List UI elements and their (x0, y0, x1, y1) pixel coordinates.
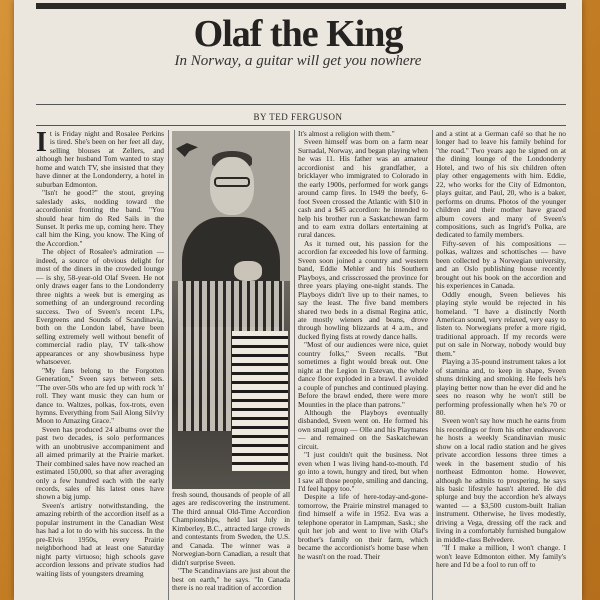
column-rule (168, 130, 169, 600)
top-rule (36, 3, 566, 9)
text-column-4 (436, 130, 566, 600)
paragraph: and a stint at a German café so that he no longer had to leave his family behind for "the road." Two years ago he signed on at the dining lounge of the Londonderry Hotel, and two of his six children often play other engagements with him. Eddie, 22, who works for the City of Edmonton, plays guitar, and Paul, 20, who is a baker, performs on drums. Photos of the younger children and their mother have graced album covers and many of Sveen's compositions, such as Ingrid's Polka, are dedicated to family members. (436, 130, 566, 240)
paragraph: "Most of our audiences were nice, quiet country folks," Sveen recalls. "But sometimes a fight would break out. One night at the Legion in Estevan, the whole dance floor exploded in a brawl. I avoided a couple of punches and continued playing. Before the brawl ended, there were more Mounties in the place than patrons." (298, 340, 428, 409)
paragraph: "If I make a million, I won't change. I won't leave Edmonton either. My family's here and I'd be a fool to run off to (436, 543, 566, 570)
paragraph: Sveen himself was born on a farm near Surnadal, Norway, and began playing when he was 11. His father was an amateur accordionist and his grandfather, a bricklayer who immigrated to Colorado in the early 1900s, performed for work gangs around camp fires. In 1949 the beefy, 6-foot Sveen crossed the Atlantic with $10 in cash and a $45 accordion: he intended to help his brother run a Saskatchewan farm and to earn extra dollars entertaining at rural dances. (298, 137, 428, 240)
paragraph: Playing a 35-pound instrument takes a lot of stamina and, to keep in shape, Sveen shuns drinking and smoking. He feels he's playing better now than he ever did and he sees no reason why he won't still be performing professionally when he's 70 or 80. (436, 357, 566, 417)
photo-figure-hand (234, 261, 262, 281)
paragraph: The object of Rosalee's admiration — indeed, a source of obvious delight for most of the diners in the crowded lounge — is shy, 58-year-old Olaf Sveen. He not only draws eager fans to the Londonderry three nights a week but is emerging as something of an underground recording success. Two of Sveen's recent LPs, Evergreens and Sounds of Scandinavia, both on the London label, have been selling extremely well without benefit of commercial radio play, TV talk-show appearances or any showbusiness hype whatsoever. (36, 247, 164, 367)
column-rule (294, 130, 295, 600)
paragraph: Although the Playboys eventually disbanded, Sveen went on. He formed his own small group — Olle and his Playmates — and remained on the Saskatchewan circuit. (298, 407, 428, 451)
column-rule (432, 130, 433, 600)
portrait-photo (172, 131, 290, 489)
paragraph: Sveen has produced 24 albums over the past two decades, is solo performances with an unobtrusive accompaniment and all aimed primarily at the Prairie market. Their combined sales have now reached an estimated 150,000, so that after averaging only a few hundred each with the early records, sales of his latest ones have shown a big jump. (36, 424, 164, 502)
paragraph: Fifty-seven of his compositions — polkas, waltzes and schottisches — have been collected by a Norwegian university, and an Oslo publishing house recently brought out his book on the accordion and his experiences in Canada. (436, 238, 566, 291)
article-byline: BY TED FERGUSON (253, 112, 343, 122)
paragraph: Sveen's artistry notwithstanding, the amazing rebirth of the accordion itself as a popular instrument in the Canadian West has had a lot to do with his success. In the pre-Elvis 1950s, every Prairie neighborhood had at least one Saturday night party virtuoso; high schools gave accordion lessons and private studios had waiting lists of youngsters dreaming (36, 500, 164, 578)
paragraph: "I just couldn't quit the business. Not even when I was living hand-to-mouth. I'd go into a town, hungry and tired, but when I saw all those people, smiling and dancing, I'd feel happy too." (298, 450, 428, 494)
text-column-2 (172, 491, 290, 600)
glasses-icon (214, 177, 250, 187)
accordion-keys-icon (232, 331, 288, 471)
paragraph: fresh sound, thousands of people of all ages are rediscovering the instrument. The third annual Old-Time Accordion Championships, held last July in Kimberley, B.C., attracted large crowds and contestants from Sweden, the U.S. and Canada. The winner was a Norwegian-born Canadian, a result that didn't surprise Sveen. (172, 491, 290, 567)
article-headline: Olaf the King (193, 13, 403, 55)
divider (36, 125, 566, 126)
paragraph: "My fans belong to the Forgotten Generation," Sveen says between sets. "The over-50s who are fed up with rock 'n' roll. They want music they can hum or dance to. Waltzes, polkas, fox-trots, even hymns. Everything from Sail Along Silv'ry Moon to Amazing Grace." (36, 365, 164, 426)
divider (36, 104, 566, 105)
drop-cap: I (36, 130, 47, 158)
article-deck: In Norway, a guitar will get you nowhere (174, 53, 422, 69)
paragraph: As it turned out, his passion for the accordion far exceeded his love of farming. Sveen soon joined a country and western band, Eddie Mehler and his Southern Playboys, and crisscrossed the province for three years playing one-night stands. The Playboys didn't live up to their names, to say the least. The five band members shared two beds in a dismal Regina attic, ate mostly wieners and beans, drove through howling blizzards at 4 a.m., and ducked flying fists at rowdy dance halls. (298, 238, 428, 341)
paragraph: Despite a life of here-today-and-gone-tomorrow, the Prairie minstrel managed to find himself a wife in 1952. Eva was a telephone operator in Lampman, Sask.; she quit her job and went to live with Olaf's brother's family on their farm, which became the accordionist's home base when he wasn't on the road. Their (298, 492, 428, 561)
text-column-1 (36, 130, 164, 600)
paragraph: Oddly enough, Sveen believes his playing style would be rejected in his homeland. "I have a distinctly North American sound, very relaxed, very easy to listen to. Norwegians prefer a more rigid, traditional approach. If my records were put on sale in Norway, nobody would buy them." (436, 289, 566, 358)
paragraph: It's almost a religion with them." (298, 130, 395, 138)
paragraph: Sveen won't say how much he earns from his recordings or from his other endeavors: he hosts a weekly Scandinavian music show on a local radio station and he gives private accordion lessons three times a week in the basement studio of his northeast Edmonton home. However, although he admits to prospering, he says his basic lifestyle hasn't altered. He did splurge and buy the accordion he's always wanted — a $3,500 custom-built Italian instrument. Otherwise, he lives modestly, driving a Vega, dressing off the rack and living in a comfortably furnished bungalow in middle-class Belvedere. (436, 416, 566, 544)
paragraph: It is Friday night and Rosalee Perkins is tired. She's been on her feet all day, selling blouses at Zellers, and although her husband Tom wanted to stay home and watch TV, she insisted that they have dinner at the Londonderry, a hotel in suburban Edmonton. (36, 130, 164, 189)
text-column-3 (298, 130, 428, 600)
paragraph: "Isn't he good?" the stout, greying saleslady asks, nodding toward the accordionist fronting the band. "You should hear him do Red Sails in the Sunset. It perks me up, coming here. They call him the King, you know. The King of the Accordion." (36, 188, 164, 248)
paragraph: "The Scandinavians are just about the best on earth," he says. "In Canada there is no real tradition of accordion (172, 566, 290, 592)
magazine-page (14, 0, 582, 600)
